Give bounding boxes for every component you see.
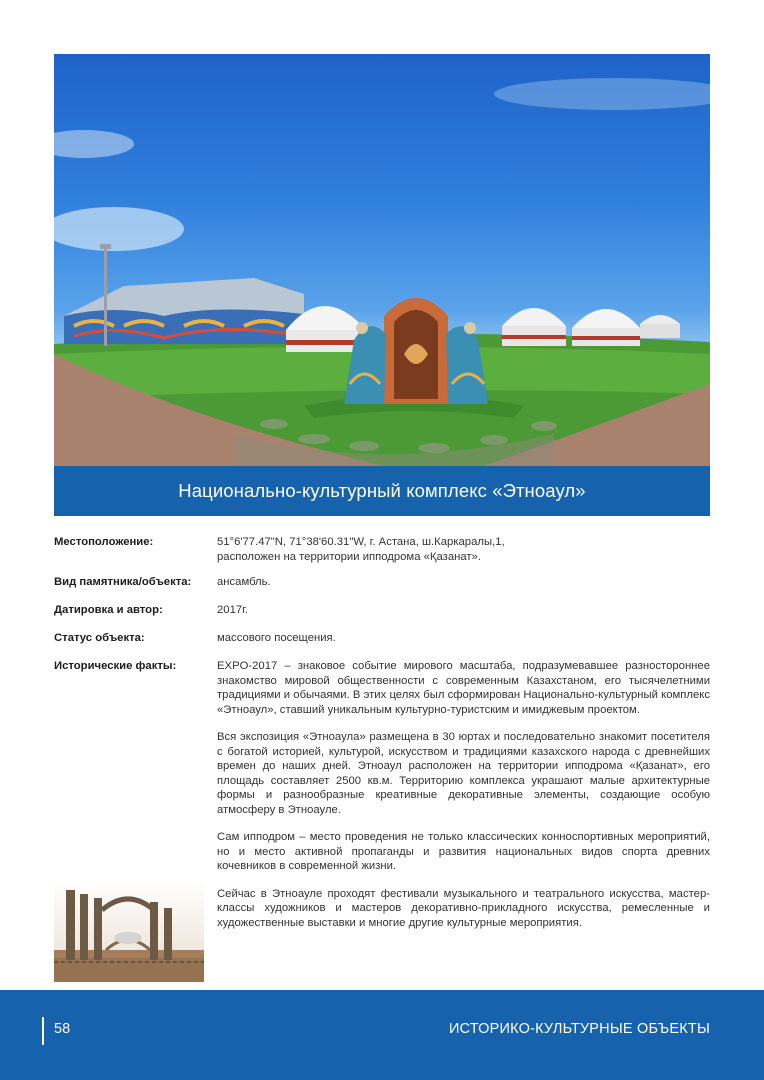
field-label: Датировка и автор: [54, 604, 163, 616]
gate-illustration [54, 880, 204, 982]
field-value [217, 659, 710, 930]
footer-divider [42, 1017, 44, 1045]
field-value: ансамбль. [217, 576, 271, 588]
field-label: Статус объекта: [54, 632, 145, 644]
page-number: 58 [54, 1021, 71, 1037]
section-title: ИСТОРИКО-КУЛЬТУРНЫЕ ОБЪЕКТЫ [448, 1021, 710, 1037]
main-photo [54, 54, 710, 466]
location-description: расположен на территории ипподрома «Қазанат». [217, 550, 481, 563]
ethnoaul-illustration [54, 54, 710, 466]
history-paragraph: Сейчас в Этноауле проходят фестивали музыкального и театрального искусства, мастер-классы художников и мастеров декоративно-прикладного искусства, ремесленные и художественные выставки и многие другие культурные мероприятия. [217, 887, 710, 929]
location-coordinates: 51°6'77.47"N, 71°38'60.31"W, г. Астана, ш.Каркаралы,1, [217, 536, 505, 548]
field-label: Исторические факты: [54, 660, 177, 672]
field-label: Вид памятника/объекта: [54, 576, 192, 588]
field-label: Местоположение: [54, 536, 154, 548]
field-value: 2017г. [217, 604, 249, 616]
page-title: Национально-культурный комплекс «Этноаул» [178, 480, 586, 501]
field-value [217, 535, 710, 564]
page-footer [0, 990, 764, 1080]
history-paragraph: Вся экспозиция «Этноаула» размещена в 30 юртах и последовательно знакомит посетителя с богатой историей, культурой, искусством и традициями казахского народа с древнейших времен до наших дней. Этноаул расположен на территории ипподрома «Қазанат», его площадь составляет 2500 кв.м. Территорию комплекса украшают малые архитектурные формы и разнообразные креативные декоративные элементы, создающие особую атмосферу в Этноауле. [217, 731, 710, 816]
history-paragraph: Сам ипподром – место проведения не только классических конноспортивных мероприятий, но и место активной пропаганды и развития национальных видов спорта древних кочевников в современной жизни. [217, 831, 710, 872]
title-bar [54, 466, 710, 516]
history-paragraph: EXPO-2017 – знаковое событие мирового масштаба, подразумевавшее разностороннее знакомство мировой общественности с современным Казахстаном, его тысячелетними традициями и обычаями. В этих целях был сформирован Национально-культурный комплекс «Этноаул», ставший уникальным культурно-туристским и имиджевым проектом. [217, 660, 710, 716]
field-value: массового посещения. [217, 632, 336, 644]
gate-photo [54, 880, 204, 982]
